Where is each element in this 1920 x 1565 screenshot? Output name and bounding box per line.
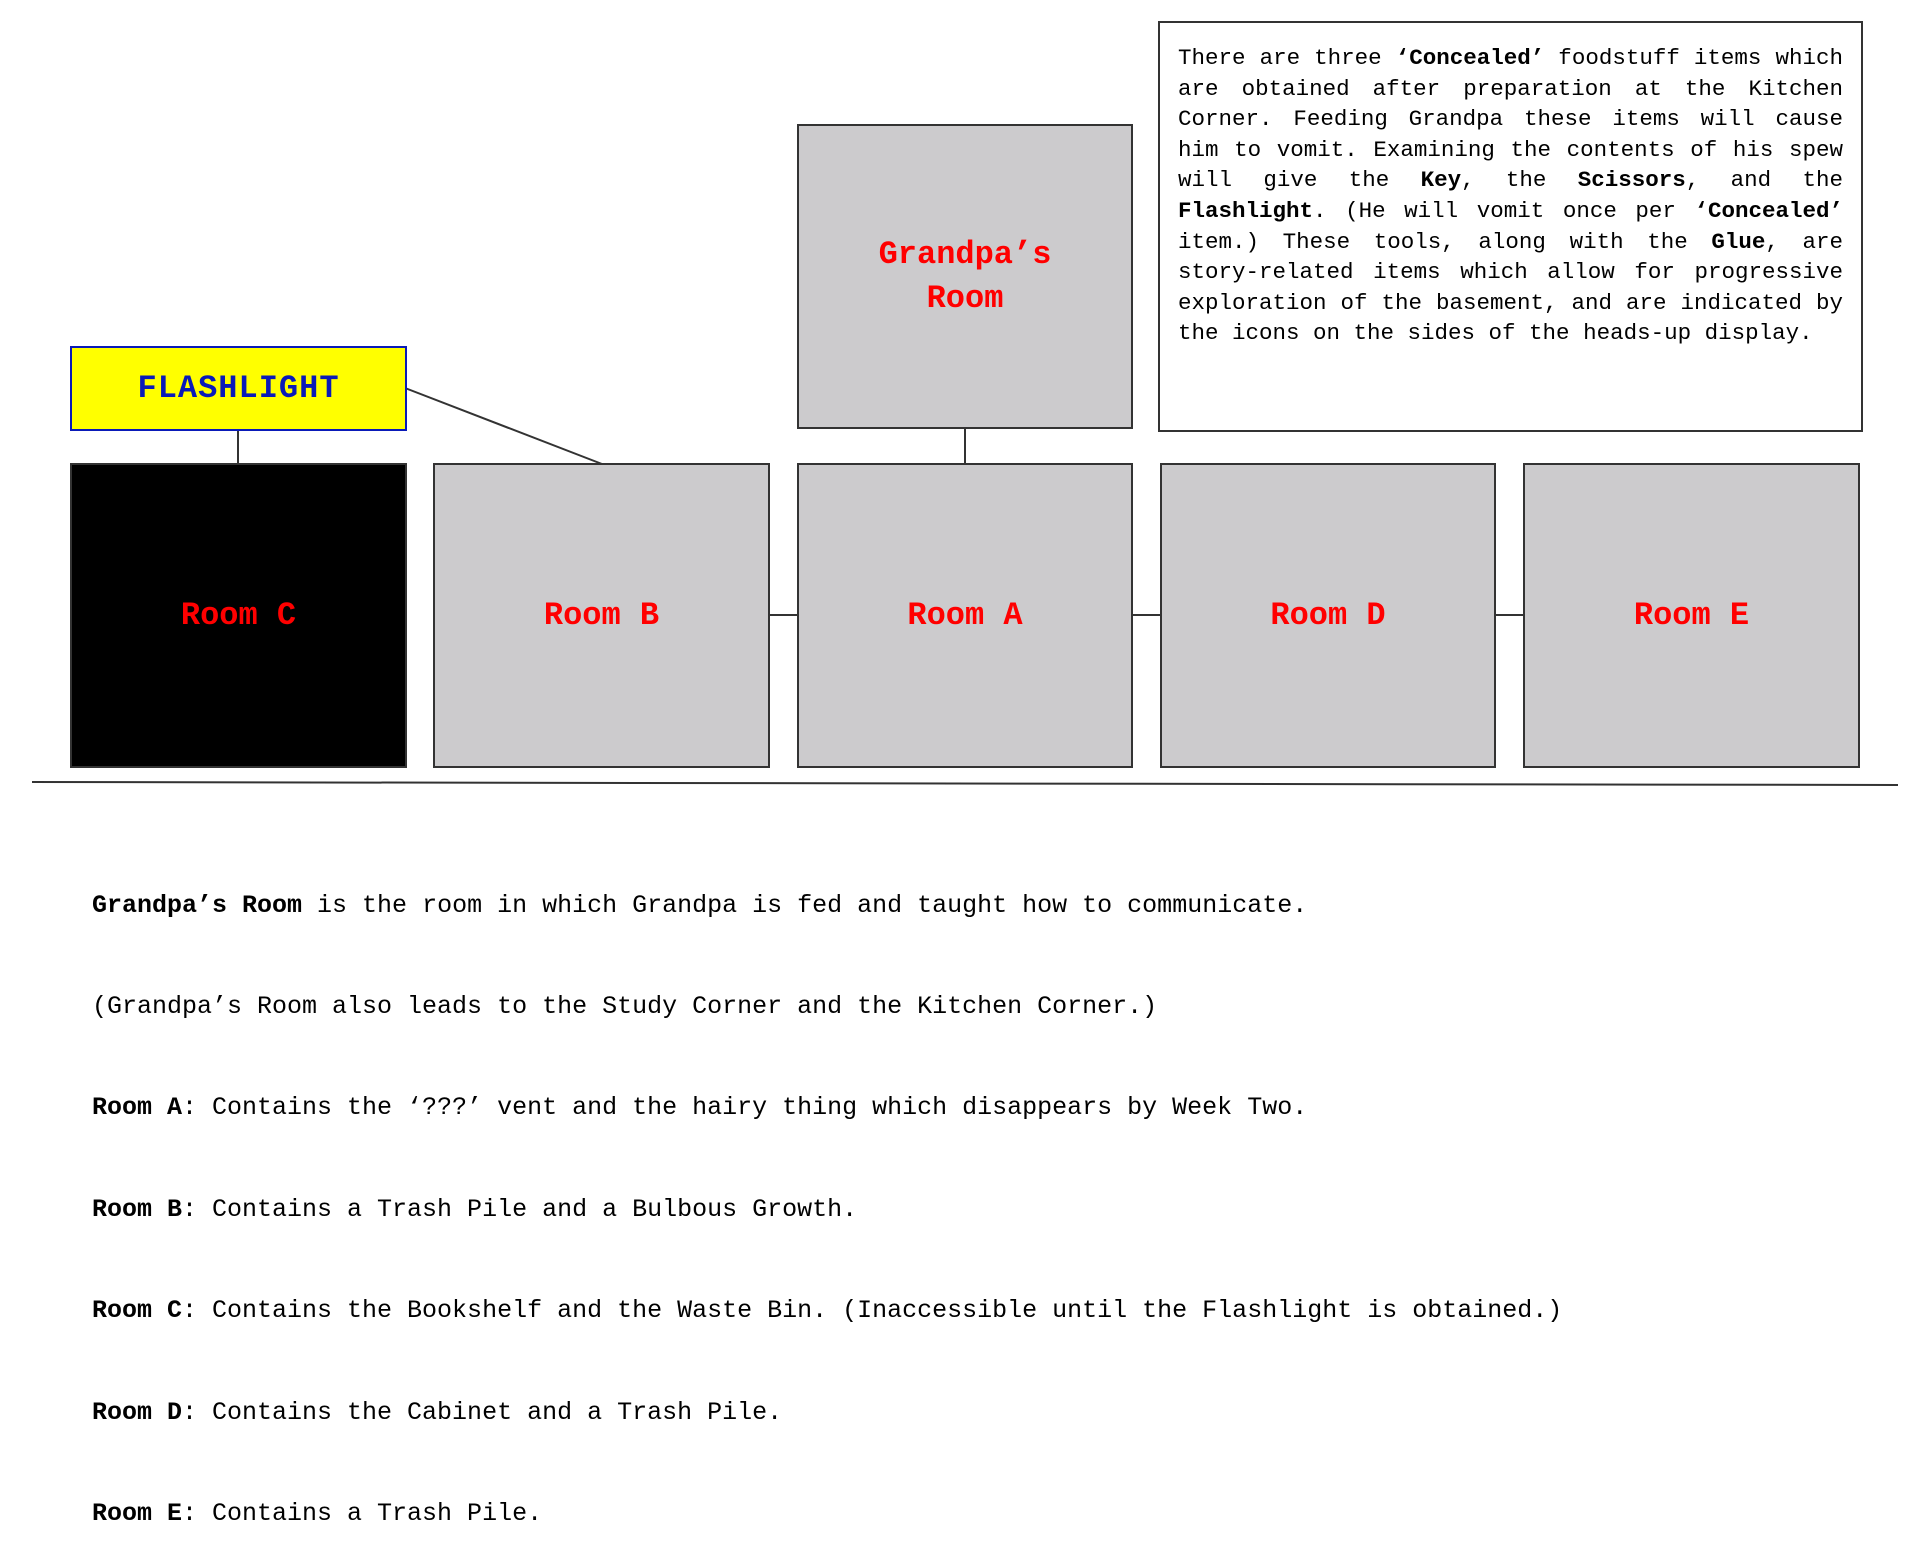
description-room-b	[92, 1193, 1872, 1227]
description-text: : Contains the ‘???’ vent and the hairy thing which disappears by Week Two.	[182, 1093, 1308, 1123]
description-text: : Contains the Cabinet and a Trash Pile.	[182, 1397, 783, 1427]
note-flashlight: Flashlight	[1178, 197, 1314, 224]
note-text: There are three	[1178, 45, 1396, 71]
note-glue: Glue	[1711, 228, 1766, 255]
room-e-node	[1523, 463, 1860, 768]
note-text: , are story-related items which allow for progressive exploration of the basement, and are indicated by the icons on the sides of the heads-up display.	[1178, 228, 1843, 347]
description-label: Room B	[92, 1194, 183, 1224]
room-d-node	[1160, 463, 1496, 768]
note-concealed: ‘Concealed’	[1694, 197, 1843, 224]
description-grandpa-room	[92, 889, 1872, 923]
room-a-label: Room A	[907, 596, 1023, 634]
description-text: (Grandpa’s Room also leads to the Study Corner and the Kitchen Corner.)	[92, 991, 1158, 1021]
description-label: Grandpa’s Room	[92, 890, 303, 920]
description-text: is the room in which Grandpa is fed and taught how to communicate.	[302, 890, 1308, 920]
description-text: : Contains the Bookshelf and the Waste Bin. (Inaccessible until the Flashlight is obtained.)	[182, 1296, 1563, 1326]
description-label: Room C	[92, 1296, 183, 1326]
room-b-node	[433, 463, 770, 768]
connector-flashlight-room-b	[405, 388, 602, 464]
note-concealed: ‘Concealed’	[1395, 45, 1545, 71]
note-text: , the	[1461, 167, 1578, 194]
room-e-label: Room E	[1633, 596, 1750, 634]
description-room-a	[92, 1091, 1872, 1125]
description-text: : Contains a Trash Pile.	[182, 1498, 543, 1528]
room-a-node	[797, 463, 1133, 768]
description-label: Room A	[92, 1093, 183, 1123]
note-text: item.) These tools, along with the	[1178, 228, 1712, 255]
grandpa-room-label: Grandpa’s Room	[878, 235, 1052, 317]
note-text: , and the	[1685, 167, 1844, 194]
description-label: Room E	[92, 1498, 183, 1528]
room-descriptions	[92, 821, 1872, 1565]
info-note	[1158, 21, 1863, 432]
flashlight-node	[70, 346, 407, 431]
description-grandpa-room-extra	[92, 990, 1872, 1024]
description-room-c	[92, 1294, 1872, 1328]
divider-line	[32, 782, 1898, 785]
note-text: foodstuff items which are obtained after preparation at the Kitchen Corner. Feeding Grandpa these items will cause him to vomit. Examining the contents of his spew will give the	[1178, 45, 1843, 194]
room-b-label: Room B	[543, 596, 660, 634]
description-room-e	[92, 1497, 1872, 1531]
description-text: : Contains a Trash Pile and a Bulbous Growth.	[182, 1194, 858, 1224]
note-text: . (He will vomit once per	[1313, 197, 1695, 224]
note-scissors: Scissors	[1577, 167, 1686, 194]
description-room-d	[92, 1396, 1872, 1430]
room-c-node	[70, 463, 407, 768]
room-d-label: Room D	[1270, 596, 1386, 634]
room-c-label: Room C	[180, 596, 297, 634]
grandpa-room-node	[797, 124, 1133, 429]
description-label: Room D	[92, 1397, 183, 1427]
flashlight-label: FLASHLIGHT	[137, 369, 340, 407]
note-key: Key	[1420, 167, 1462, 194]
